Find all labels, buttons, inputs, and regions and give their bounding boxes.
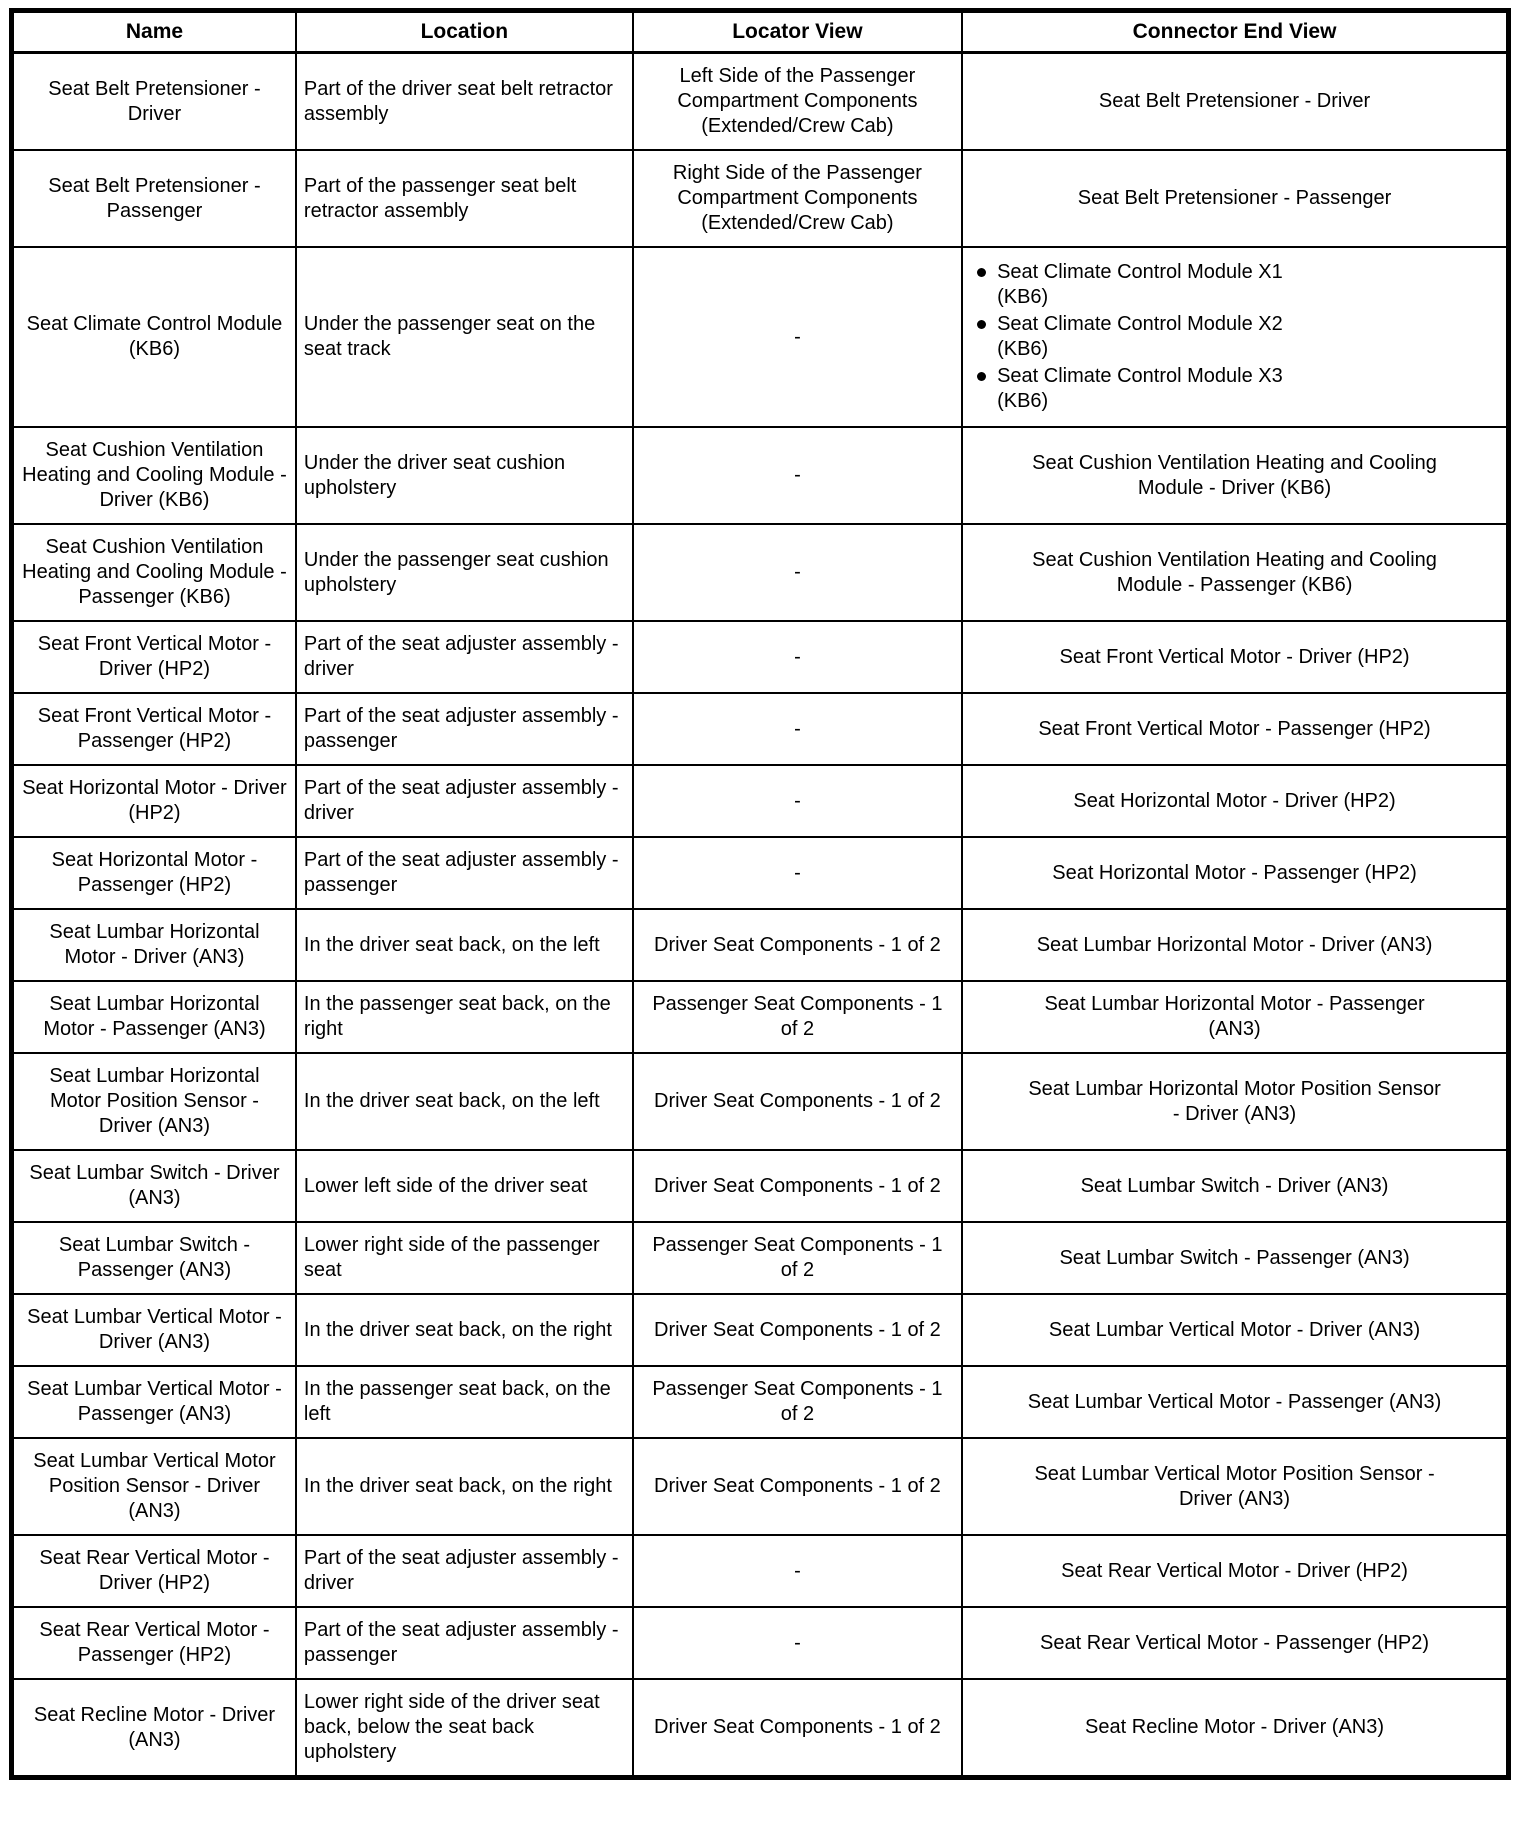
locator-view-cell bbox=[633, 621, 962, 693]
connector-end-view-cell bbox=[962, 427, 1508, 524]
connector-end-view-cell bbox=[962, 1053, 1508, 1150]
name-cell bbox=[12, 1535, 296, 1607]
column-header-name: Name bbox=[12, 11, 296, 53]
connector-list-item bbox=[977, 364, 1498, 414]
locator-view-text: - bbox=[794, 464, 801, 487]
locator-view-text: - bbox=[794, 645, 801, 668]
location-text: Part of the seat adjuster assembly - driver bbox=[303, 777, 619, 825]
location-text: In the passenger seat back, on the left bbox=[303, 1378, 611, 1426]
location-text: In the passenger seat back, on the right bbox=[303, 993, 611, 1041]
name-text: Seat Horizontal Motor - Passenger (HP2) bbox=[51, 849, 258, 897]
table-row bbox=[12, 765, 1509, 837]
name-text: Seat Front Vertical Motor - Passenger (HP2) bbox=[37, 705, 272, 753]
name-text: Seat Lumbar Horizontal Motor Position Sensor - Driver (AN3) bbox=[49, 1065, 260, 1138]
location-text: Part of the driver seat belt retractor assembly bbox=[303, 77, 613, 125]
table-row bbox=[12, 1150, 1509, 1222]
location-text: In the driver seat back, on the left bbox=[303, 933, 600, 956]
locator-view-text: Driver Seat Components - 1 of 2 bbox=[654, 1318, 941, 1341]
connector-end-view-text: Seat Recline Motor - Driver (AN3) bbox=[1085, 1716, 1385, 1739]
locator-view-text: - bbox=[794, 1631, 801, 1654]
connector-end-view-cell bbox=[962, 981, 1508, 1053]
connector-end-view-text: Seat Lumbar Switch - Passenger (AN3) bbox=[1059, 1246, 1410, 1269]
table-row bbox=[12, 247, 1509, 427]
table-row bbox=[12, 1294, 1509, 1366]
table-row bbox=[12, 1366, 1509, 1438]
name-text: Seat Lumbar Vertical Motor - Passenger (AN3) bbox=[27, 1378, 282, 1426]
name-cell bbox=[12, 621, 296, 693]
location-cell bbox=[296, 693, 633, 765]
location-cell bbox=[296, 1053, 633, 1150]
locator-view-text: - bbox=[794, 1559, 801, 1582]
locator-view-text: Driver Seat Components - 1 of 2 bbox=[654, 1716, 941, 1739]
locator-view-text: Passenger Seat Components - 1 of 2 bbox=[652, 993, 943, 1041]
locator-view-text: - bbox=[794, 325, 801, 348]
location-text: Part of the seat adjuster assembly - driver bbox=[303, 1547, 619, 1595]
location-text: In the driver seat back, on the left bbox=[303, 1090, 600, 1113]
name-text: Seat Front Vertical Motor - Driver (HP2) bbox=[37, 633, 272, 681]
connector-end-view-text: Seat Lumbar Vertical Motor - Driver (AN3) bbox=[1048, 1318, 1421, 1341]
connector-end-view-cell bbox=[962, 909, 1508, 981]
locator-view-cell bbox=[633, 247, 962, 427]
locator-view-text: Passenger Seat Components - 1 of 2 bbox=[652, 1234, 943, 1282]
name-cell bbox=[12, 765, 296, 837]
location-cell bbox=[296, 150, 633, 247]
table-row bbox=[12, 909, 1509, 981]
location-cell bbox=[296, 524, 633, 621]
name-text: Seat Lumbar Horizontal Motor - Driver (AN3) bbox=[49, 921, 260, 969]
location-cell bbox=[296, 837, 633, 909]
name-cell bbox=[12, 693, 296, 765]
locator-view-cell bbox=[633, 1535, 962, 1607]
locator-view-cell bbox=[633, 1150, 962, 1222]
locator-view-cell bbox=[633, 1294, 962, 1366]
connector-end-view-text: Seat Rear Vertical Motor - Passenger (HP2) bbox=[1040, 1631, 1430, 1654]
table-row bbox=[12, 1438, 1509, 1535]
locator-view-text: Passenger Seat Components - 1 of 2 bbox=[652, 1378, 943, 1426]
connector-list-item-label: Seat Climate Control Module X3 (KB6) bbox=[997, 365, 1283, 413]
connector-end-view-text: Seat Front Vertical Motor - Passenger (HP2) bbox=[1038, 717, 1431, 740]
locator-view-cell bbox=[633, 150, 962, 247]
connector-list-item bbox=[977, 260, 1498, 310]
locator-view-text: Driver Seat Components - 1 of 2 bbox=[654, 1174, 941, 1197]
location-text: Lower right side of the driver seat back, below the seat back upholstery bbox=[303, 1691, 600, 1764]
locator-view-text: Driver Seat Components - 1 of 2 bbox=[654, 933, 941, 956]
location-text: Part of the seat adjuster assembly - passenger bbox=[303, 849, 619, 897]
name-text: Seat Horizontal Motor - Driver (HP2) bbox=[22, 777, 287, 825]
connector-end-view-cell bbox=[962, 1294, 1508, 1366]
connector-end-view-cell bbox=[962, 53, 1508, 151]
location-cell bbox=[296, 1150, 633, 1222]
name-cell bbox=[12, 524, 296, 621]
location-text: Under the passenger seat on the seat track bbox=[303, 313, 596, 361]
location-cell bbox=[296, 621, 633, 693]
locator-view-text: Driver Seat Components - 1 of 2 bbox=[654, 1475, 941, 1498]
locator-view-cell bbox=[633, 427, 962, 524]
connector-end-view-cell bbox=[962, 1535, 1508, 1607]
connector-end-view-text: Seat Lumbar Horizontal Motor Position Sensor - Driver (AN3) bbox=[1028, 1077, 1441, 1125]
name-text: Seat Cushion Ventilation Heating and Cooling Module - Passenger (KB6) bbox=[22, 536, 287, 609]
connector-end-view-text: Seat Horizontal Motor - Passenger (HP2) bbox=[1052, 861, 1417, 884]
table-row bbox=[12, 53, 1509, 151]
name-text: Seat Belt Pretensioner - Passenger bbox=[48, 174, 261, 222]
connector-end-view-text: Seat Horizontal Motor - Driver (HP2) bbox=[1073, 789, 1396, 812]
name-cell bbox=[12, 1150, 296, 1222]
location-text: Under the passenger seat cushion upholstery bbox=[303, 548, 609, 596]
connector-end-view-cell bbox=[962, 150, 1508, 247]
name-cell bbox=[12, 1053, 296, 1150]
name-cell bbox=[12, 247, 296, 427]
locator-view-text: Right Side of the Passenger Compartment Components (Extended/Crew Cab) bbox=[672, 162, 922, 235]
connector-end-view-cell bbox=[962, 765, 1508, 837]
connector-end-view-cell bbox=[962, 693, 1508, 765]
table-row bbox=[12, 837, 1509, 909]
connector-end-view-text: Seat Cushion Ventilation Heating and Cooling Module - Driver (KB6) bbox=[1032, 451, 1437, 499]
connector-end-view-text: Seat Rear Vertical Motor - Driver (HP2) bbox=[1061, 1559, 1408, 1582]
bullet-icon bbox=[977, 268, 986, 277]
location-text: Part of the seat adjuster assembly - passenger bbox=[303, 1619, 619, 1667]
connector-end-view-cell bbox=[962, 1438, 1508, 1535]
locator-view-cell bbox=[633, 1607, 962, 1679]
locator-view-cell bbox=[633, 981, 962, 1053]
location-cell bbox=[296, 1679, 633, 1778]
locator-view-cell bbox=[633, 1366, 962, 1438]
location-cell bbox=[296, 1294, 633, 1366]
connector-end-view-cell bbox=[962, 524, 1508, 621]
connector-end-view-cell bbox=[962, 1150, 1508, 1222]
column-header-location: Location bbox=[296, 11, 633, 53]
table-row bbox=[12, 621, 1509, 693]
bullet-icon bbox=[977, 372, 986, 381]
location-cell bbox=[296, 427, 633, 524]
location-cell bbox=[296, 1438, 633, 1535]
connector-end-view-cell bbox=[962, 1679, 1508, 1778]
column-header-locator-view: Locator View bbox=[633, 11, 962, 53]
location-cell bbox=[296, 1607, 633, 1679]
connector-list-item-label: Seat Climate Control Module X1 (KB6) bbox=[997, 261, 1283, 309]
name-text: Seat Belt Pretensioner - Driver bbox=[48, 77, 261, 125]
bullet-icon bbox=[977, 320, 986, 329]
name-cell bbox=[12, 1222, 296, 1294]
locator-view-text: Left Side of the Passenger Compartment Components (Extended/Crew Cab) bbox=[677, 65, 918, 138]
table-body bbox=[12, 53, 1509, 1778]
locator-view-cell bbox=[633, 909, 962, 981]
connector-end-view-text: Seat Lumbar Horizontal Motor - Driver (AN3) bbox=[1036, 933, 1433, 956]
locator-view-cell bbox=[633, 765, 962, 837]
locator-view-cell bbox=[633, 524, 962, 621]
name-cell bbox=[12, 909, 296, 981]
table-header-row bbox=[12, 11, 1509, 53]
connector-end-view-text: Seat Belt Pretensioner - Passenger bbox=[1077, 187, 1392, 210]
name-text: Seat Rear Vertical Motor - Passenger (HP2) bbox=[39, 1619, 270, 1667]
location-cell bbox=[296, 1222, 633, 1294]
locator-view-text: - bbox=[794, 561, 801, 584]
table-row bbox=[12, 1222, 1509, 1294]
locator-view-text: - bbox=[794, 861, 801, 884]
table-row bbox=[12, 981, 1509, 1053]
connector-end-view-cell bbox=[962, 621, 1508, 693]
table-row bbox=[12, 524, 1509, 621]
locator-view-text: - bbox=[794, 789, 801, 812]
location-cell bbox=[296, 1535, 633, 1607]
name-text: Seat Recline Motor - Driver (AN3) bbox=[33, 1703, 276, 1751]
connector-end-view-cell bbox=[962, 837, 1508, 909]
name-cell bbox=[12, 1679, 296, 1778]
locator-view-cell bbox=[633, 53, 962, 151]
table-row bbox=[12, 693, 1509, 765]
connector-end-view-text: Seat Belt Pretensioner - Driver bbox=[1098, 90, 1371, 113]
connector-end-view-text: Seat Lumbar Horizontal Motor - Passenger (AN3) bbox=[1044, 993, 1425, 1041]
name-cell bbox=[12, 837, 296, 909]
name-text: Seat Lumbar Switch - Driver (AN3) bbox=[29, 1162, 280, 1210]
name-text: Seat Lumbar Switch - Passenger (AN3) bbox=[58, 1234, 251, 1282]
location-text: Part of the passenger seat belt retractor assembly bbox=[303, 174, 577, 222]
location-cell bbox=[296, 53, 633, 151]
table-row bbox=[12, 1679, 1509, 1778]
name-cell bbox=[12, 981, 296, 1053]
name-cell bbox=[12, 1294, 296, 1366]
location-cell bbox=[296, 1366, 633, 1438]
location-cell bbox=[296, 909, 633, 981]
location-cell bbox=[296, 981, 633, 1053]
name-text: Seat Rear Vertical Motor - Driver (HP2) bbox=[39, 1547, 270, 1595]
name-cell bbox=[12, 1438, 296, 1535]
connector-end-view-text: Seat Lumbar Vertical Motor Position Sensor - Driver (AN3) bbox=[1034, 1462, 1435, 1510]
location-text: In the driver seat back, on the right bbox=[303, 1318, 612, 1341]
table-row bbox=[12, 1607, 1509, 1679]
name-cell bbox=[12, 427, 296, 524]
location-text: Lower left side of the driver seat bbox=[303, 1174, 588, 1197]
name-text: Seat Lumbar Vertical Motor - Driver (AN3) bbox=[27, 1306, 282, 1354]
connector-list-item bbox=[977, 312, 1498, 362]
connector-end-view-cell bbox=[962, 1607, 1508, 1679]
locator-view-cell bbox=[633, 693, 962, 765]
locator-view-cell bbox=[633, 1438, 962, 1535]
name-cell bbox=[12, 53, 296, 151]
connector-end-view-text: Seat Front Vertical Motor - Driver (HP2) bbox=[1059, 645, 1410, 668]
locator-view-text: Driver Seat Components - 1 of 2 bbox=[654, 1090, 941, 1113]
table-row bbox=[12, 150, 1509, 247]
name-cell bbox=[12, 1366, 296, 1438]
location-cell bbox=[296, 247, 633, 427]
table-row bbox=[12, 427, 1509, 524]
locator-view-cell bbox=[633, 837, 962, 909]
name-cell bbox=[12, 150, 296, 247]
connector-list-item-label: Seat Climate Control Module X2 (KB6) bbox=[997, 313, 1283, 361]
locator-view-cell bbox=[633, 1679, 962, 1778]
name-text: Seat Lumbar Horizontal Motor - Passenger (AN3) bbox=[43, 993, 266, 1041]
column-header-connector-end-view: Connector End View bbox=[962, 11, 1508, 53]
table-row bbox=[12, 1535, 1509, 1607]
location-cell bbox=[296, 765, 633, 837]
location-text: Part of the seat adjuster assembly - driver bbox=[303, 633, 619, 681]
locator-view-cell bbox=[633, 1222, 962, 1294]
location-text: Part of the seat adjuster assembly - passenger bbox=[303, 705, 619, 753]
connector-end-view-cell bbox=[962, 247, 1508, 427]
location-text: In the driver seat back, on the right bbox=[303, 1475, 612, 1498]
location-text: Under the driver seat cushion upholstery bbox=[303, 451, 566, 499]
seat-components-table bbox=[9, 8, 1511, 1780]
locator-view-cell bbox=[633, 1053, 962, 1150]
name-cell bbox=[12, 1607, 296, 1679]
name-text: Seat Cushion Ventilation Heating and Cooling Module - Driver (KB6) bbox=[22, 439, 287, 512]
connector-end-view-text: Seat Lumbar Switch - Driver (AN3) bbox=[1080, 1174, 1389, 1197]
connector-end-view-text: Seat Lumbar Vertical Motor - Passenger (AN3) bbox=[1027, 1390, 1442, 1413]
connector-list bbox=[977, 260, 1498, 414]
table-row bbox=[12, 1053, 1509, 1150]
location-text: Lower right side of the passenger seat bbox=[303, 1234, 600, 1282]
locator-view-text: - bbox=[794, 717, 801, 740]
connector-end-view-cell bbox=[962, 1366, 1508, 1438]
connector-end-view-cell bbox=[962, 1222, 1508, 1294]
connector-end-view-text: Seat Cushion Ventilation Heating and Cooling Module - Passenger (KB6) bbox=[1032, 548, 1437, 596]
name-text: Seat Lumbar Vertical Motor Position Sensor - Driver (AN3) bbox=[33, 1450, 276, 1523]
name-text: Seat Climate Control Module (KB6) bbox=[26, 313, 283, 361]
